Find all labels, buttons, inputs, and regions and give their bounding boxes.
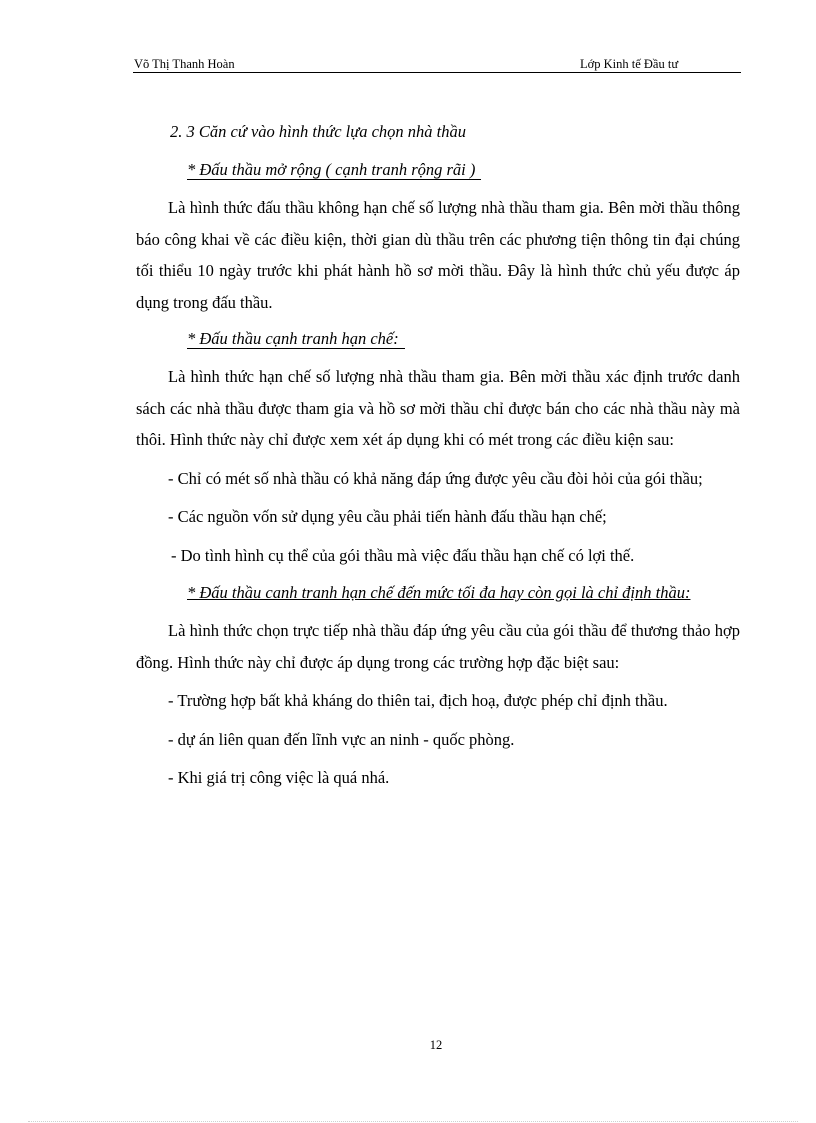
open-bidding-title (187, 156, 740, 184)
limited-bidding-item: - Chỉ có mét số nhà thầu có khả năng đáp ứng được yêu cầu đòi hỏi của gói thầu; (168, 468, 703, 488)
limited-bidding-item: - Các nguồn vốn sử dụng yêu cầu phải tiến hành đấu thầu hạn chế; (168, 507, 607, 526)
limited-bidding-item: - Do tình hình cụ thể của gói thầu mà việc đấu thầu hạn chế có lợi thế. (171, 545, 635, 565)
open-bidding-paragraph: Là hình thức đấu thầu không hạn chế số lượng nhà thầu tham gia. Bên mời thầu thông báo công khai về các điều kiện, thời gian dù thầu trên các phương tiện thông tin đại chúng tối thiểu 10 ngày trước khi phát hành hồ sơ mời thầu. Đây là hình thức chủ yếu được áp dụng trong đấu thầu. (136, 198, 740, 312)
direct-appointment-title: * Đấu thầu canh tranh hạn chế đến mức tối đa hay còn gọi là chỉ định thầu: (187, 583, 691, 602)
page-bottom-divider (28, 1121, 798, 1122)
limited-bidding-title (187, 325, 740, 353)
limited-bidding-title-text: * Đấu thầu cạnh tranh hạn chế: (187, 329, 405, 349)
direct-appointment-item: - Trường hợp bất khả kháng do thiên tai, địch hoạ, được phép chỉ định thầu. (168, 691, 668, 710)
limited-bidding-paragraph: Là hình thức hạn chế số lượng nhà thầu tham gia. Bên mời thầu xác định trước danh sách các nhà thầu được tham gia và hồ sơ mời thầu chỉ được bán cho các nhà thầu này mà thôi. Hình thức này chỉ được xem xét áp dụng khi có mét trong các điều kiện sau: (136, 367, 740, 449)
direct-appointment-item: - Khi giá trị công việc là quá nhá. (168, 768, 390, 787)
header-class: Lớp Kinh tế Đầu tư (580, 57, 679, 71)
page-content (136, 118, 740, 801)
page-number: 12 (429, 1038, 443, 1052)
open-bidding-title-text: * Đấu thầu mở rộng ( cạnh tranh rộng rãi ) (187, 160, 481, 180)
section-heading: 2. 3 Căn cứ vào hình thức lựa chọn nhà thầu (170, 122, 467, 141)
header-author: Võ Thị Thanh Hoàn (134, 57, 235, 71)
direct-appointment-item: - dự án liên quan đến lĩnh vực an ninh - quốc phòng. (168, 729, 515, 749)
page-header (133, 56, 741, 73)
direct-appointment-paragraph: Là hình thức chọn trực tiếp nhà thầu đáp ứng yêu cầu của gói thầu để thương thảo hợp đồng. Hình thức này chỉ được áp dụng trong các trường hợp đặc biệt sau: (136, 621, 740, 672)
